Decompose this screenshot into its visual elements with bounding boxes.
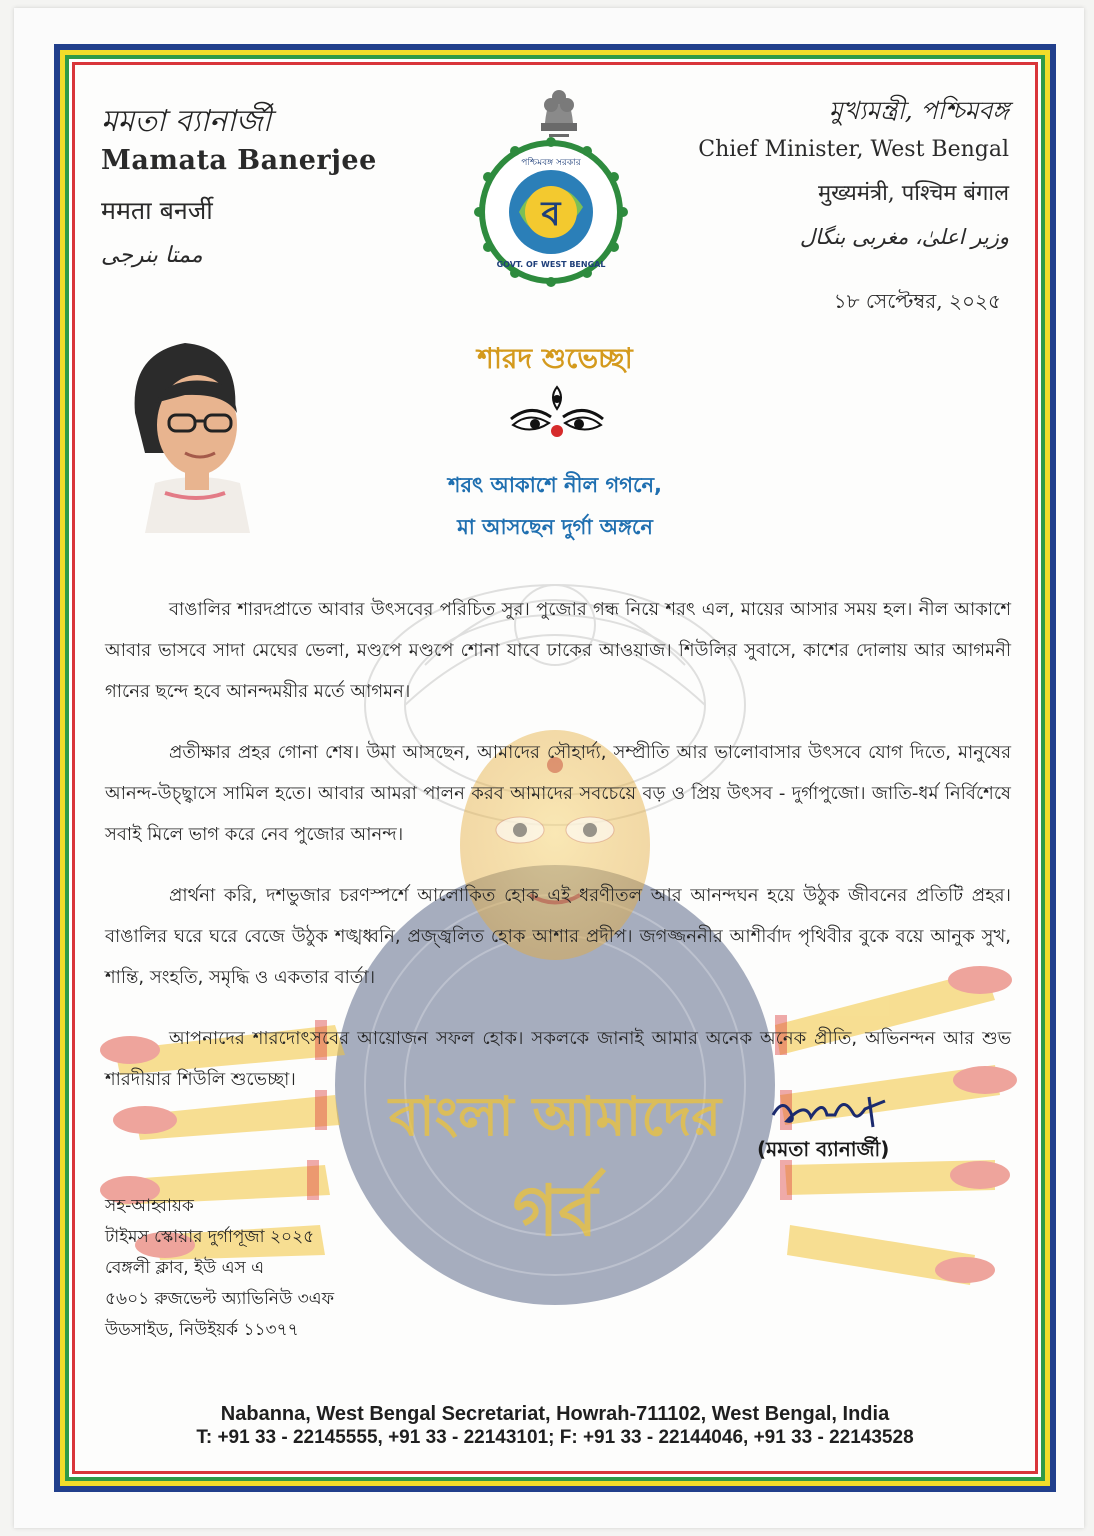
seal-top-text: পশ্চিমবঙ্গ সরকার bbox=[521, 158, 581, 168]
letter-content bbox=[75, 65, 1035, 1471]
address-line-1: সহ-আহ্বায়ক bbox=[105, 1196, 194, 1216]
body-paragraph-4: আপনাদের শারদোৎসবের আয়োজন সফল হোক। সকলকে জানাই আমার অনেক অনেক প্রীতি, অভিনন্দন আর শুভ শারদীয়ার শিউলি শুভেচ্ছা। bbox=[105, 1028, 1011, 1090]
watermark-text-line1: বাংলা আমাদের bbox=[388, 1085, 722, 1148]
ashoka-emblem-icon bbox=[523, 79, 595, 143]
title-english: Chief Minister, West Bengal bbox=[698, 137, 1009, 162]
handwritten-signature bbox=[765, 1087, 895, 1135]
address-line-4: ৫৬০১ রুজভেল্ট অ্যাভিনিউ ৩এফ bbox=[105, 1289, 335, 1309]
seal-letter: ব bbox=[541, 194, 561, 234]
address-line-3: বেঙ্গলী ক্লাব, ইউ এস এ bbox=[105, 1258, 265, 1278]
signatory-name: (মমতা ব্যানার্জী) bbox=[757, 1137, 890, 1161]
footer-contact: T: +91 33 - 22145555, +91 33 - 22143101; F: +91 33 - 22144046, +91 33 - 22143528 bbox=[196, 1427, 914, 1448]
body-paragraph-1: বাঙালির শারদপ্রাতে আবার উৎসবের পরিচিত সুর। পুজোর গন্ধ নিয়ে শরৎ এল, মায়ের আসার সময় হল। নীল আকাশে আবার ভাসবে সাদা মেঘের ভেলা, মণ্ডপে মণ্ডপে শোনা যাবে ঢাকের আওয়াজ। শিউলির সুবাসে, কাশের দোলায় আর আগমনী গানের ছন্দে হবে আনন্দময়ীর মর্তে আগমন। bbox=[105, 599, 1011, 702]
body-paragraph-3: প্রার্থনা করি, দশভুজার চরণস্পর্শে আলোকিত হোক এই ধরণীতল আর আনন্দঘন হয়ে উঠুক জীবনের প্রতিটি প্রহর। বাঙালির ঘরে ঘরে বেজে উঠুক শঙ্খধ্বনি, প্রজ্জ্বলিত হোক আশার প্রদীপ। জগজ্জননীর আশীর্বাদ পৃথিবীর বুকে বয়ে আনুক সুখ, শান্তি, সংহতি, সমৃদ্ধি ও একতার বার্তা। bbox=[105, 885, 1011, 988]
body-paragraph-2: প্রতীক্ষার প্রহর গোনা শেষ। উমা আসছেন, আমাদের সৌহার্দ্য, সম্প্রীতি আর ভালোবাসার উৎসবে যোগ দিতে, মানুষের আনন্দ-উচ্ছ্বাসে সামিল হতে। আবার আমরা পালন করব আমাদের সবচেয়ে বড় ও প্রিয় উৎসব - দুর্গাপুজো। জাতি-ধর্ম নির্বিশেষে সবাই মিলে ভাগ করে নেব পুজোর আনন্দ। bbox=[105, 742, 1011, 845]
poem-line-1: শরৎ আকাশে নীল গগনে, bbox=[448, 473, 662, 497]
govt-west-bengal-seal-icon bbox=[471, 137, 631, 287]
footer-address: Nabanna, West Bengal Secretariat, Howrah-711102, West Bengal, India bbox=[220, 1403, 890, 1425]
title-bengali: মুখ্যমন্ত্রী, পশ্চিমবঙ্গ bbox=[828, 96, 1009, 125]
title-urdu: وزیر اعلیٰ، مغربی بنگال bbox=[799, 225, 1009, 249]
watermark-text-line2: গর্ব bbox=[512, 1170, 598, 1252]
seal-bottom-text: GOVT. OF WEST BENGAL bbox=[496, 260, 606, 269]
poem-line-2: মা আসছেন দুর্গা অঙ্গনে bbox=[457, 515, 653, 539]
name-english: Mamata Banerjee bbox=[101, 145, 377, 176]
address-line-5: উডসাইড, নিউইয়র্ক ১১৩৭৭ bbox=[105, 1320, 299, 1340]
durga-eyes-icon bbox=[509, 385, 605, 447]
letter-body bbox=[105, 589, 1011, 1120]
name-hindi: ममता बनर्जी bbox=[101, 196, 213, 225]
portrait-photo bbox=[125, 333, 265, 533]
greeting-title: শারদ শুভেচ্ছা bbox=[477, 342, 633, 375]
signature-bengali: মমতা ব্যানার্জী bbox=[101, 104, 272, 139]
address-line-2: টাইমস স্কোয়ার দুর্গাপূজা ২০২৫ bbox=[105, 1227, 315, 1247]
letter-date: ১৮ সেপ্টেম্বর, ২০২৫ bbox=[833, 289, 1001, 313]
name-urdu: ممتا بنرجی bbox=[101, 243, 203, 268]
title-hindi: मुख्यमंत्री, पश्चिम बंगाल bbox=[818, 181, 1009, 206]
recipient-address bbox=[105, 1191, 334, 1346]
